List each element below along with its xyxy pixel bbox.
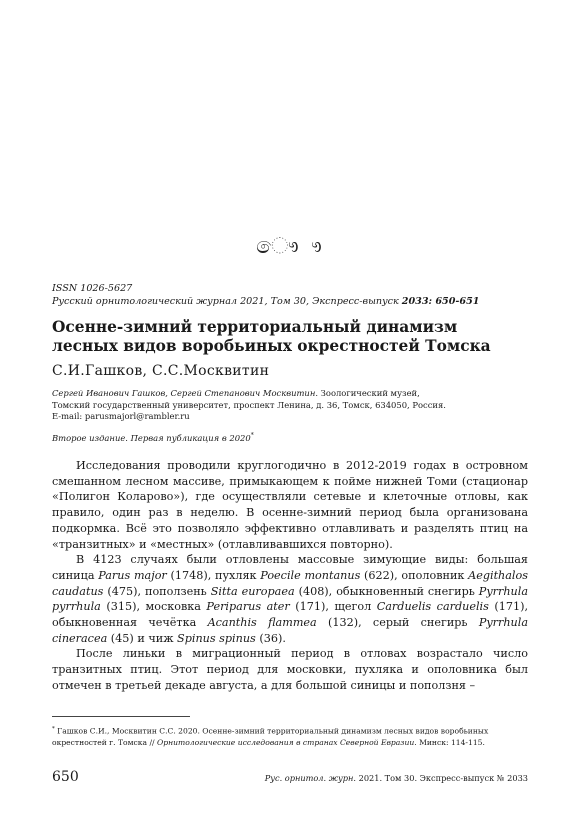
species-name: Parus major — [98, 568, 167, 582]
species-name: Sitta europaea — [210, 584, 295, 598]
issue-number: 2033 — [401, 296, 429, 307]
paragraph-2 — [52, 552, 528, 646]
p2-text: (45) и чиж — [107, 631, 178, 645]
running-issue: 2021. Том 30. Экспресс-выпуск № 2033 — [356, 773, 528, 783]
species-name: Aegithalos caudatus — [52, 568, 528, 598]
paragraph-3: После линьки в миграционный период в отловах возрастало число транзитных птиц. Этот период для московки, пухляка и ополовника был отмечен в третьей декаде августа, а для большой синицы и поползня – — [52, 647, 528, 692]
author-full-names: Сергей Иванович Гашков, Сергей Степанович Москвитин. — [52, 388, 319, 398]
species-name: Poecile montanus — [260, 568, 361, 582]
affiliation-line-2: Томский государственный университет, проспект Ленина, д. 36, Томск, 634050, Россия. — [52, 399, 446, 410]
article-body — [52, 458, 528, 694]
page-number: 650 — [52, 769, 79, 785]
affiliation-email: E-mail: parusmajorl@rambler.ru — [52, 411, 190, 422]
title-line-2: лесных видов воробьиных окрестностей Томска — [52, 337, 491, 355]
footnote-mark: * — [52, 726, 55, 732]
footnote-source: Орнитологические исследования в странах Северной Евразии. — [157, 737, 417, 747]
p2-text: (475), поползень — [103, 584, 211, 598]
p2-text: (622), ополовник — [360, 568, 469, 582]
p2-text: (171), обыкновенная чечётка — [52, 600, 529, 630]
edition-footnote-mark: * — [250, 432, 254, 439]
ornament-icon: ෞ ෟ — [256, 234, 324, 259]
footnote-divider — [52, 716, 190, 717]
journal-line-prefix: Русский орнитологический журнал 2021, Том 30, Экспресс-выпуск — [52, 296, 402, 307]
affiliation — [52, 388, 532, 423]
species-name: Pyrrhula cineracea — [52, 616, 529, 645]
p2-text: (171), щегол — [289, 600, 377, 614]
p2-text: (1748), пухляк — [166, 568, 261, 582]
p2-text: В 4123 случаях были отловлены массовые зимующие виды: большая синица — [52, 553, 528, 582]
issn: ISSN 1026-5627 — [52, 283, 133, 294]
footnote-text: Гашков С.И., Москвитин С.С. 2020. Осенне-зимний территориальный динамизм лесных видов воробьиных окрестностей г. Томска // — [52, 726, 489, 747]
species-name: Periparus ater — [206, 600, 290, 614]
species-name: Spinus spinus — [177, 631, 256, 645]
pages-range: : 650-651 — [428, 296, 480, 307]
footnote — [52, 724, 528, 748]
p2-text: (408), обыкновенный снегирь — [294, 584, 479, 598]
edition-text: Второе издание. Первая публикация в 2020 — [52, 432, 251, 443]
running-footer — [265, 773, 528, 783]
authors: С.И.Гашков, С.С.Москвитин — [52, 363, 270, 379]
species-name: Acanthis flammea — [207, 616, 317, 630]
species-name: Carduelis carduelis — [376, 600, 489, 614]
article-title — [52, 318, 532, 356]
p2-text: (36). — [255, 631, 286, 645]
title-line-1: Осенне-зимний территориальный динамизм — [52, 318, 458, 336]
affiliation-line-1 — [52, 388, 532, 400]
footnote-tail: Минск: 114-115. — [416, 737, 485, 747]
p2-text: (315), московка — [100, 600, 207, 614]
edition-note — [52, 430, 532, 444]
affiliation-institution: Зоологический музей, — [318, 388, 420, 398]
running-journal-abbrev: Рус. орнитол. журн. — [264, 773, 357, 783]
species-name: Pyrrhula pyrrhula — [52, 584, 528, 614]
journal-citation — [52, 295, 532, 308]
p2-text: (132), серый снегирь — [316, 616, 479, 630]
paragraph-1: Исследования проводили круглогодично в 2012-2019 годах в островном смешанном лесном массиве, примыкающем к пойме нижней Томи (стационар «Полигон Коларово»), где осуществляли сетевые и клеточные отловы, как правило, один раз в неделю. В осенне-зимний период была организована подкормка. Всё это позволяло эффективно отлавливать и разделять птиц на «транзитных» и «местных» (отлавливавшихся повторно). — [52, 459, 528, 551]
